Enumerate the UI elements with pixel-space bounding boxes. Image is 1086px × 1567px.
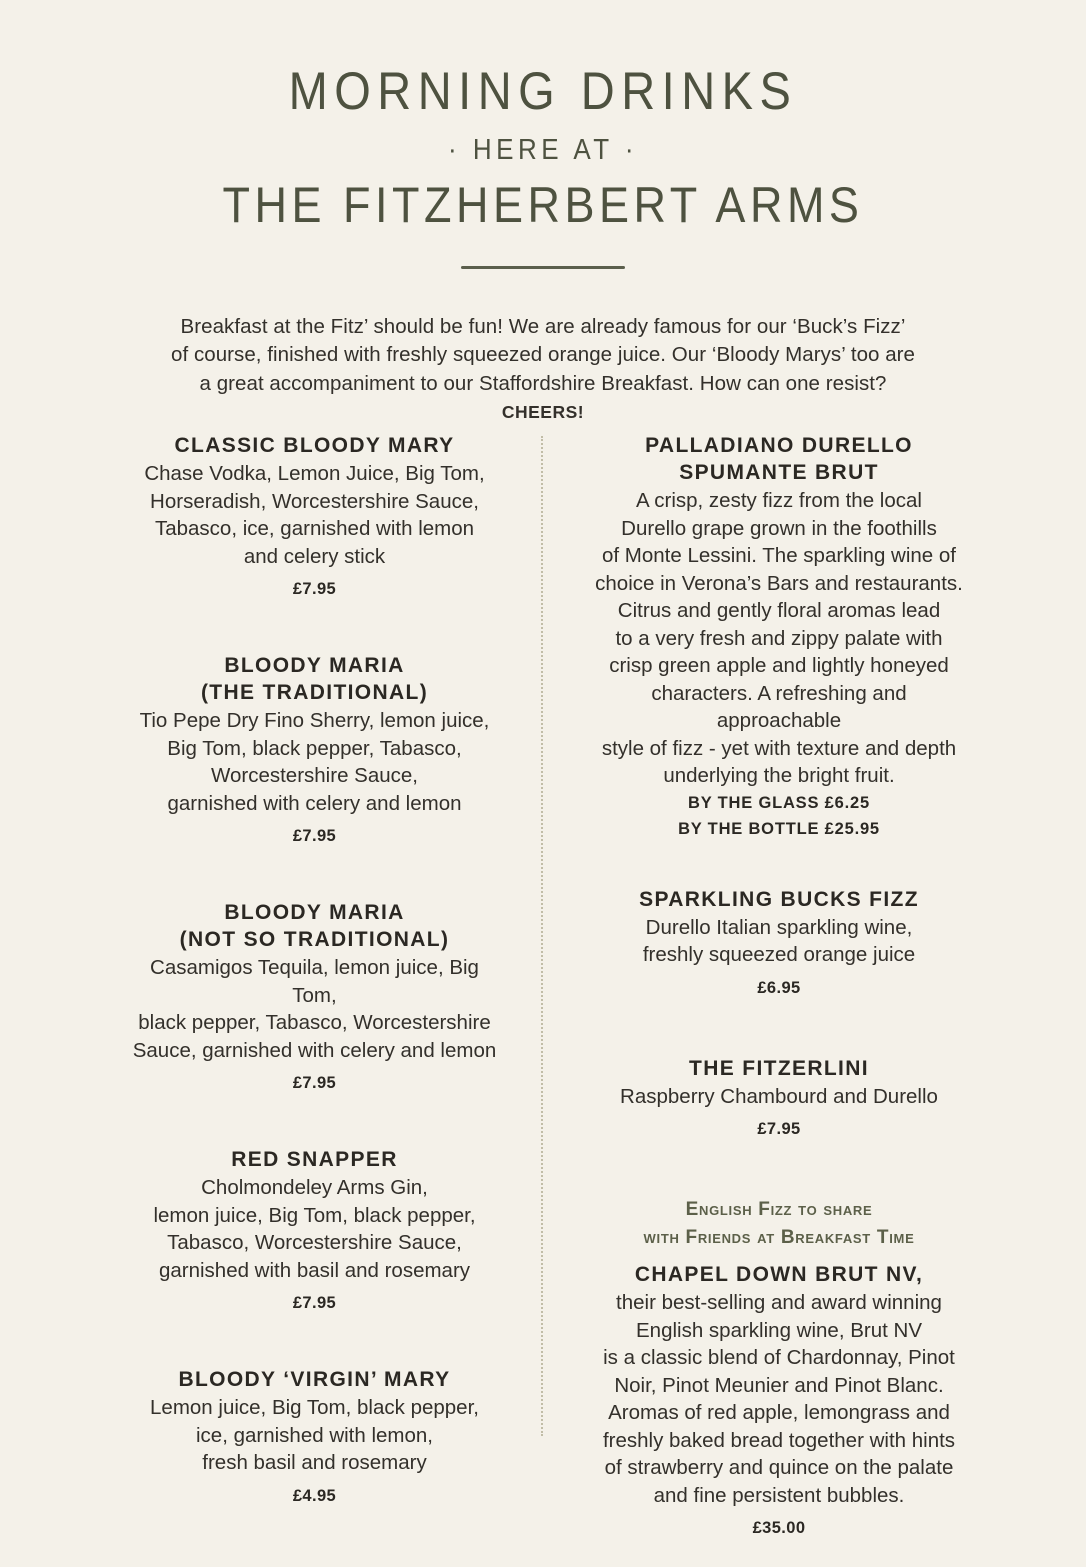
menu-item	[589, 1261, 969, 1539]
intro-line-1: Breakfast at the Fitz’ should be fun! We are already famous for our ‘Buck’s Fizz’	[180, 314, 906, 338]
page-title: MORNING DRINKS	[288, 60, 798, 121]
item-description: Cholmondeley Arms Gin, lemon juice, Big Tom, black pepper, Tabasco, Worcestershire Sauce, garnished with basil and rosemary	[153, 1176, 476, 1282]
item-price: £7.95	[292, 1294, 337, 1312]
item-description: Chase Vodka, Lemon Juice, Big Tom, Horseradish, Worcestershire Sauce, Tabasco, ice, garnished with lemon and celery stick	[144, 462, 485, 568]
menu-item	[589, 886, 969, 999]
item-price-bottle: BY THE BOTTLE £25.95	[678, 819, 880, 838]
intro-line-3: a great accompaniment to our Staffordshire Breakfast. How can one resist?	[199, 371, 887, 395]
menu-item	[589, 1055, 969, 1141]
menu-item	[132, 652, 497, 847]
menu-columns	[0, 432, 1086, 1567]
item-name: BLOODY ‘VIRGIN’ MARY	[178, 1368, 451, 1391]
cheers-text: CHEERS!	[501, 402, 585, 423]
item-name: CLASSIC BLOODY MARY	[174, 434, 455, 457]
right-column	[543, 432, 1086, 1567]
left-column	[0, 432, 543, 1567]
item-price-glass: BY THE GLASS £6.25	[688, 793, 870, 812]
item-price: £6.95	[757, 978, 801, 997]
item-description: Raspberry Chambourd and Durello	[620, 1084, 938, 1108]
item-description: their best-selling and award winning English sparkling wine, Brut NV is a classic blend of Chardonnay, Pinot Noir, Pinot Meunier and Pinot Blanc. Aromas of red apple, lemongrass and freshly baked bread together with hints of strawberry and quince on the palate and fine persistent bubbles.	[602, 1291, 956, 1507]
item-description: Lemon juice, Big Tom, black pepper, ice, garnished with lemon, fresh basil and rosemary	[150, 1396, 479, 1474]
menu-item	[589, 432, 969, 842]
intro-line-2: of course, finished with freshly squeezed orange juice. Our ‘Bloody Marys’ too are	[171, 343, 915, 367]
section-heading-line-2: with Friends at Breakfast Time	[643, 1226, 915, 1248]
page-subtitle: · HERE AT ·	[447, 132, 639, 166]
item-name: RED SNAPPER	[231, 1148, 398, 1171]
item-price: £7.95	[292, 827, 337, 845]
item-price: £7.95	[757, 1120, 801, 1138]
menu-item	[132, 899, 497, 1094]
menu-item	[132, 432, 497, 600]
header-divider	[0, 261, 1086, 275]
menu-item	[132, 1146, 497, 1314]
item-name: PALLADIANO DURELLO SPUMANTE BRUT	[645, 434, 913, 484]
item-description: Durello Italian sparkling wine, freshly squeezed orange juice	[642, 915, 916, 966]
item-price: £7.95	[292, 580, 337, 598]
item-price: £4.95	[292, 1486, 337, 1505]
section-heading	[589, 1196, 969, 1251]
item-name: BLOODY MARIA (NOT SO TRADITIONAL)	[179, 901, 450, 951]
intro-paragraph	[163, 313, 923, 427]
item-description: Casamigos Tequila, lemon juice, Big Tom, black pepper, Tabasco, Worcestershire Sauce, garnished with celery and lemon	[132, 956, 497, 1062]
menu-item	[132, 1366, 497, 1507]
section-heading-line-1: English Fizz to share	[685, 1199, 873, 1220]
item-name: BLOODY MARIA (THE TRADITIONAL)	[200, 654, 429, 704]
header-rule	[461, 266, 625, 269]
venue-name: THE FITZHERBERT ARMS	[222, 175, 864, 233]
item-description: Tio Pepe Dry Fino Sherry, lemon juice, Big Tom, black pepper, Tabasco, Worcestershire Sauce, garnished with celery and lemon	[139, 709, 490, 815]
item-description: A crisp, zesty fizz from the local Durello grape grown in the foothills of Monte Lessini. The sparkling wine of choice in Verona’s Bars and restaurants. Citrus and gently floral aromas lead to a very fresh and zippy palate with crisp green apple and lightly honeyed characters. A refreshing and approachable style of fizz - yet with texture and depth underlying the bright fruit.	[595, 489, 963, 787]
menu-header	[0, 0, 1086, 275]
item-name: THE FITZERLINI	[689, 1056, 869, 1080]
item-price: £35.00	[752, 1519, 806, 1537]
item-name: CHAPEL DOWN BRUT NV,	[634, 1263, 924, 1286]
item-name: SPARKLING BUCKS FIZZ	[639, 887, 919, 911]
item-price: £7.95	[292, 1074, 337, 1092]
